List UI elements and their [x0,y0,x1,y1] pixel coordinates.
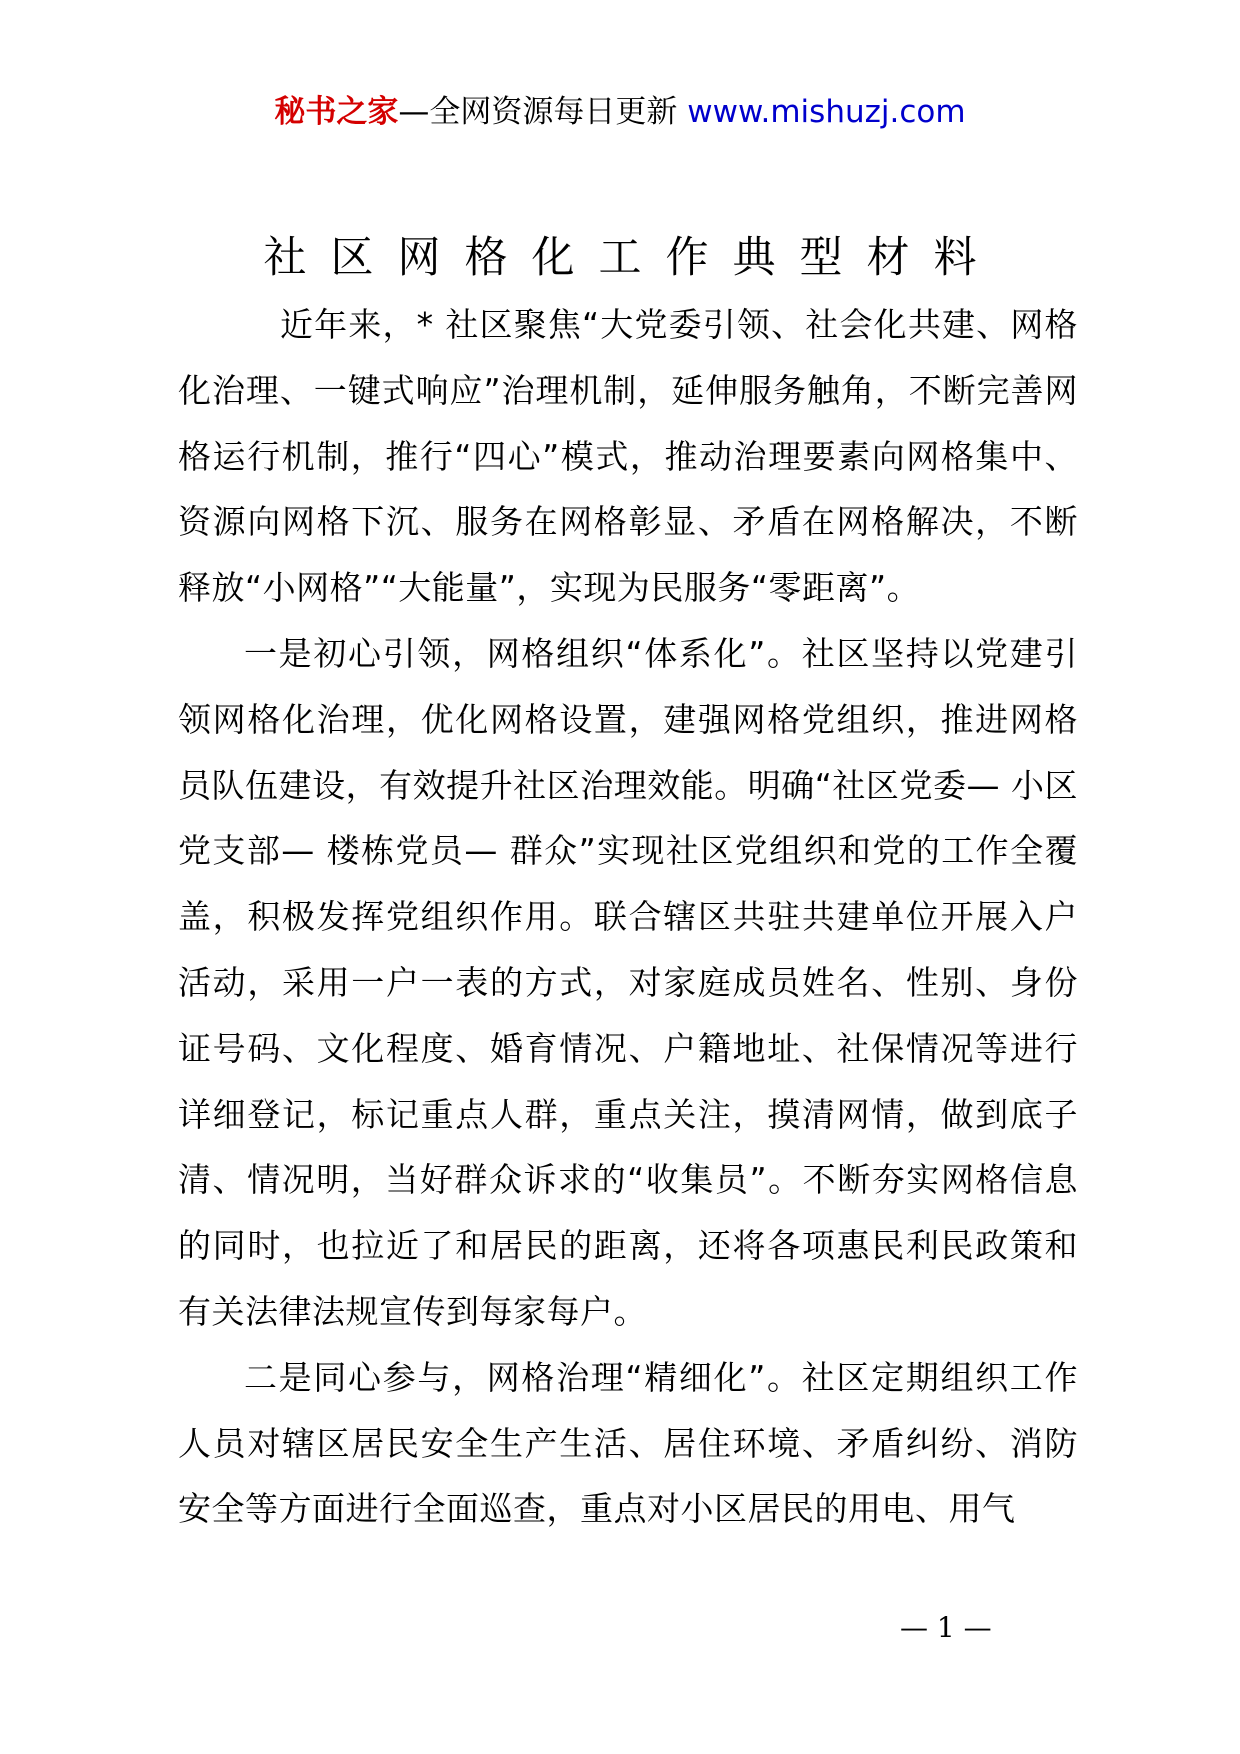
site-url[interactable]: www.mishuzj.com [687,94,966,130]
paragraph-section-one: 一是初心引领，网格组织“体系化”。社区坚持以党建引领网格化治理，优化网格设置，建强网格党组织，推进网格员队伍建设，有效提升社区治理效能。明确“社区党委— 小区党支部— 楼栋党员— 群众”实现社区党组织和党的工作全覆盖，积极发挥党组织作用。联合辖区共驻共建单位开展入户活动，采用一户一表的方式，对家庭成员姓名、性别、身份证号码、文化程度、婚育情况、户籍地址、社保情况等进行详细登记，标记重点人群，重点关注，摸清网情，做到底子清、情况明，当好群众诉求的“收集员”。不断夯实网格信息的同时，也拉近了和居民的距离，还将各项惠民利民政策和有关法律法规宣传到每家每户。 [178,633,1078,1331]
document-body [178,292,1078,1542]
site-header [0,92,1240,132]
paragraph-intro: 近年来，* 社区聚焦“大党委引领、社会化共建、网格化治理、一键式响应”治理机制，延伸服务触角，不断完善网格运行机制，推行“四心”模式，推动治理要素向网格集中、资源向网格下沉、服务在网格彰显、矛盾在网格解决，不断释放“小网格”“大能量”，实现为民服务“零距离”。 [178,305,1078,608]
page-number: — 1 — [900,1611,992,1644]
paragraph-section-two: 二是同心参与，网格治理“精细化”。社区定期组织工作人员对辖区居民安全生产生活、居住环境、矛盾纠纷、消防安全等方面进行全面巡查，重点对小区居民的用电、用气 [178,1357,1078,1529]
site-brand: 秘书之家 [274,94,399,130]
document-title: 社区网格化工作典型材料 [263,233,1001,283]
site-tagline: —全网资源每日更新 [398,94,678,130]
